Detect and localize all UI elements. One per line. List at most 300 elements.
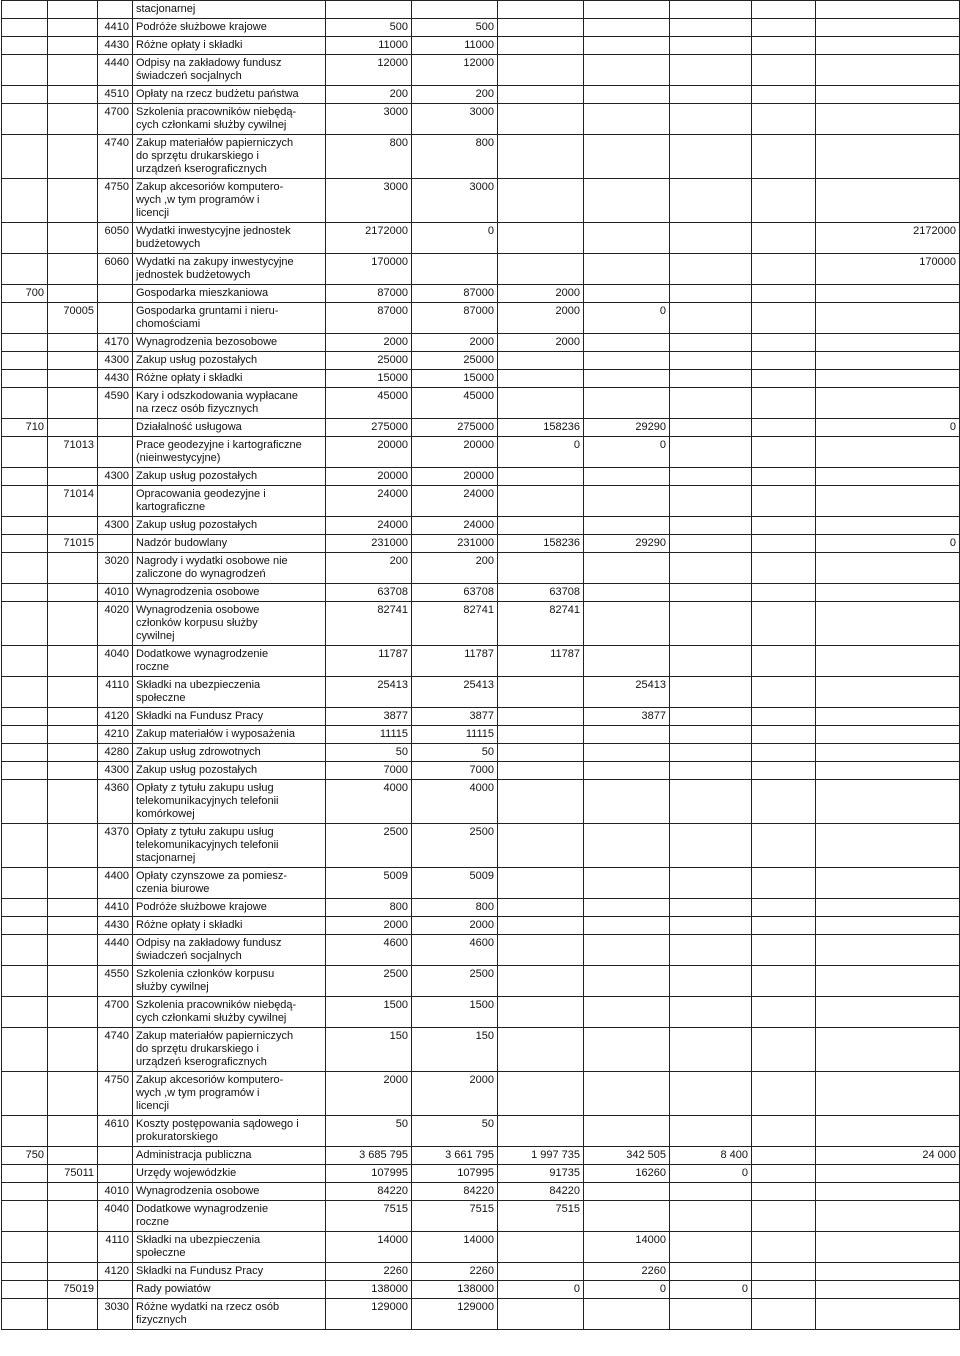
cell-description: Opłaty z tytułu zakupu usług telekomunikacyjnych telefonii komórkowej — [133, 780, 326, 824]
cell-plan: 63708 — [326, 584, 412, 602]
cell-other — [752, 1299, 816, 1330]
cell-plan-after-change: 2000 — [412, 334, 498, 352]
cell-description: Składki na ubezpieczenia społeczne — [133, 677, 326, 708]
cell-salaries — [498, 37, 584, 55]
cell-plan-after-change: 1500 — [412, 997, 498, 1028]
cell-plan-after-change: 800 — [412, 135, 498, 179]
cell-investments — [816, 1263, 960, 1281]
cell-plan-after-change: 25000 — [412, 352, 498, 370]
cell-paragraph — [98, 1147, 133, 1165]
cell-salaries: 158236 — [498, 535, 584, 553]
table-row — [2, 917, 960, 935]
cell-plan: 4000 — [326, 780, 412, 824]
cell-paragraph: 4430 — [98, 37, 133, 55]
cell-salaries: 2000 — [498, 285, 584, 303]
cell-subsidies — [670, 935, 752, 966]
cell-other — [752, 285, 816, 303]
cell-salaries — [498, 468, 584, 486]
cell-description: Opłaty z tytułu zakupu usług telekomunikacyjnych telefonii stacjonarnej — [133, 824, 326, 868]
cell-section — [2, 179, 48, 223]
cell-contributions — [584, 517, 670, 535]
cell-section — [2, 677, 48, 708]
cell-subsidies — [670, 486, 752, 517]
cell-chapter — [48, 334, 98, 352]
cell-chapter — [48, 254, 98, 285]
cell-description: Różne opłaty i składki — [133, 917, 326, 935]
table-row — [2, 744, 960, 762]
cell-paragraph: 4010 — [98, 584, 133, 602]
cell-plan-after-change: 63708 — [412, 584, 498, 602]
cell-plan-after-change: 129000 — [412, 1299, 498, 1330]
cell-plan: 84220 — [326, 1183, 412, 1201]
cell-subsidies — [670, 135, 752, 179]
cell-other — [752, 726, 816, 744]
cell-chapter — [48, 388, 98, 419]
cell-salaries — [498, 824, 584, 868]
cell-other — [752, 352, 816, 370]
cell-contributions — [584, 899, 670, 917]
cell-other — [752, 1281, 816, 1299]
cell-chapter — [48, 997, 98, 1028]
cell-salaries — [498, 677, 584, 708]
cell-section — [2, 223, 48, 254]
cell-investments — [816, 726, 960, 744]
cell-plan-after-change: 11787 — [412, 646, 498, 677]
cell-subsidies — [670, 708, 752, 726]
cell-section — [2, 966, 48, 997]
cell-plan: 500 — [326, 19, 412, 37]
cell-chapter: 71015 — [48, 535, 98, 553]
cell-section — [2, 1028, 48, 1072]
cell-description: Nagrody i wydatki osobowe nie zaliczone do wynagrodzeń — [133, 553, 326, 584]
cell-salaries: 1 997 735 — [498, 1147, 584, 1165]
cell-investments — [816, 997, 960, 1028]
cell-contributions — [584, 1201, 670, 1232]
table-row — [2, 1183, 960, 1201]
cell-chapter — [48, 553, 98, 584]
cell-description: Zakup materiałów papierniczych do sprzętu drukarskiego i urządzeń kserograficznych — [133, 1028, 326, 1072]
cell-salaries — [498, 726, 584, 744]
cell-salaries — [498, 553, 584, 584]
cell-other — [752, 37, 816, 55]
table-row — [2, 254, 960, 285]
cell-subsidies — [670, 419, 752, 437]
cell-chapter — [48, 677, 98, 708]
cell-chapter — [48, 935, 98, 966]
cell-subsidies — [670, 468, 752, 486]
cell-other — [752, 997, 816, 1028]
cell-investments — [816, 744, 960, 762]
cell-other — [752, 303, 816, 334]
cell-other — [752, 780, 816, 824]
table-row — [2, 997, 960, 1028]
cell-investments — [816, 352, 960, 370]
cell-investments — [816, 437, 960, 468]
cell-paragraph: 4120 — [98, 1263, 133, 1281]
cell-other — [752, 1263, 816, 1281]
cell-contributions — [584, 135, 670, 179]
table-row — [2, 1116, 960, 1147]
cell-plan-after-change: 7000 — [412, 762, 498, 780]
cell-section — [2, 104, 48, 135]
cell-other — [752, 1072, 816, 1116]
cell-paragraph: 4700 — [98, 104, 133, 135]
table-row — [2, 388, 960, 419]
cell-plan-after-change: 84220 — [412, 1183, 498, 1201]
cell-plan-after-change: 45000 — [412, 388, 498, 419]
cell-section — [2, 468, 48, 486]
cell-other — [752, 1, 816, 19]
cell-paragraph: 4280 — [98, 744, 133, 762]
cell-investments — [816, 677, 960, 708]
cell-description: Opłaty czynszowe za pomiesz- czenia biurowe — [133, 868, 326, 899]
cell-subsidies — [670, 1232, 752, 1263]
cell-subsidies — [670, 997, 752, 1028]
cell-subsidies — [670, 1, 752, 19]
cell-contributions — [584, 726, 670, 744]
cell-chapter — [48, 352, 98, 370]
cell-section — [2, 553, 48, 584]
cell-paragraph: 4300 — [98, 468, 133, 486]
cell-contributions — [584, 553, 670, 584]
table-row — [2, 1, 960, 19]
cell-description: Wydatki na zakupy inwestycyjne jednostek budżetowych — [133, 254, 326, 285]
cell-salaries — [498, 254, 584, 285]
cell-description: Prace geodezyjne i kartograficzne (nieinwestycyjne) — [133, 437, 326, 468]
cell-salaries — [498, 1232, 584, 1263]
cell-chapter — [48, 1, 98, 19]
cell-plan: 170000 — [326, 254, 412, 285]
cell-contributions: 29290 — [584, 419, 670, 437]
cell-plan: 129000 — [326, 1299, 412, 1330]
table-row — [2, 584, 960, 602]
cell-section — [2, 334, 48, 352]
cell-contributions — [584, 824, 670, 868]
cell-contributions: 0 — [584, 437, 670, 468]
cell-investments — [816, 868, 960, 899]
cell-investments — [816, 824, 960, 868]
cell-section — [2, 762, 48, 780]
cell-description: Składki na ubezpieczenia społeczne — [133, 1232, 326, 1263]
cell-plan: 12000 — [326, 55, 412, 86]
cell-salaries — [498, 135, 584, 179]
cell-plan: 45000 — [326, 388, 412, 419]
cell-subsidies — [670, 1183, 752, 1201]
cell-paragraph: 4300 — [98, 517, 133, 535]
cell-description: Dodatkowe wynagrodzenie roczne — [133, 646, 326, 677]
cell-plan-after-change: 200 — [412, 86, 498, 104]
table-row — [2, 677, 960, 708]
cell-investments — [816, 762, 960, 780]
cell-paragraph: 4370 — [98, 824, 133, 868]
cell-paragraph: 4300 — [98, 762, 133, 780]
cell-section — [2, 780, 48, 824]
cell-chapter — [48, 602, 98, 646]
cell-paragraph: 4110 — [98, 1232, 133, 1263]
cell-contributions — [584, 917, 670, 935]
cell-section — [2, 135, 48, 179]
cell-chapter — [48, 966, 98, 997]
cell-salaries — [498, 1072, 584, 1116]
cell-section — [2, 917, 48, 935]
cell-contributions — [584, 254, 670, 285]
cell-plan: 20000 — [326, 468, 412, 486]
cell-investments: 24 000 — [816, 1147, 960, 1165]
cell-subsidies — [670, 19, 752, 37]
table-row — [2, 55, 960, 86]
cell-other — [752, 388, 816, 419]
cell-contributions: 16260 — [584, 1165, 670, 1183]
cell-contributions — [584, 584, 670, 602]
cell-subsidies — [670, 437, 752, 468]
cell-other — [752, 762, 816, 780]
cell-description: Składki na Fundusz Pracy — [133, 708, 326, 726]
table-row — [2, 762, 960, 780]
cell-section — [2, 868, 48, 899]
cell-salaries — [498, 899, 584, 917]
cell-plan-after-change: 0 — [412, 223, 498, 254]
cell-section — [2, 935, 48, 966]
cell-other — [752, 646, 816, 677]
cell-salaries — [498, 935, 584, 966]
cell-contributions — [584, 179, 670, 223]
cell-paragraph — [98, 303, 133, 334]
cell-paragraph: 4360 — [98, 780, 133, 824]
cell-contributions: 14000 — [584, 1232, 670, 1263]
cell-investments — [816, 517, 960, 535]
cell-plan-after-change: 82741 — [412, 602, 498, 646]
cell-description: Wynagrodzenia osobowe członków korpusu służby cywilnej — [133, 602, 326, 646]
cell-contributions — [584, 370, 670, 388]
cell-salaries — [498, 917, 584, 935]
cell-salaries — [498, 1028, 584, 1072]
cell-salaries — [498, 1116, 584, 1147]
cell-plan: 200 — [326, 553, 412, 584]
cell-section — [2, 388, 48, 419]
cell-investments — [816, 1028, 960, 1072]
cell-contributions — [584, 1299, 670, 1330]
cell-description: Opracowania geodezyjne i kartograficzne — [133, 486, 326, 517]
cell-plan-after-change: 3000 — [412, 104, 498, 135]
cell-other — [752, 708, 816, 726]
cell-subsidies — [670, 824, 752, 868]
table-row — [2, 135, 960, 179]
cell-description: Administracja publiczna — [133, 1147, 326, 1165]
cell-description: Koszty postępowania sądowego i prokuratorskiego — [133, 1116, 326, 1147]
cell-other — [752, 517, 816, 535]
cell-paragraph: 4700 — [98, 997, 133, 1028]
cell-chapter — [48, 646, 98, 677]
cell-subsidies — [670, 966, 752, 997]
cell-salaries — [498, 352, 584, 370]
cell-plan-after-change: 20000 — [412, 437, 498, 468]
cell-investments — [816, 780, 960, 824]
cell-other — [752, 917, 816, 935]
budget-table-body — [2, 1, 960, 1330]
table-row — [2, 535, 960, 553]
cell-salaries — [498, 370, 584, 388]
cell-description: Gospodarka gruntami i nieru- chomościami — [133, 303, 326, 334]
table-row — [2, 966, 960, 997]
cell-other — [752, 1116, 816, 1147]
cell-description: Zakup usług pozostałych — [133, 762, 326, 780]
cell-contributions: 25413 — [584, 677, 670, 708]
cell-salaries: 82741 — [498, 602, 584, 646]
cell-description: Rady powiatów — [133, 1281, 326, 1299]
cell-plan: 3000 — [326, 179, 412, 223]
cell-section — [2, 997, 48, 1028]
cell-description: Odpisy na zakładowy fundusz świadczeń socjalnych — [133, 55, 326, 86]
cell-paragraph: 4740 — [98, 135, 133, 179]
cell-investments — [816, 370, 960, 388]
cell-contributions — [584, 1183, 670, 1201]
cell-contributions — [584, 388, 670, 419]
cell-investments: 170000 — [816, 254, 960, 285]
table-row — [2, 468, 960, 486]
cell-investments — [816, 1281, 960, 1299]
cell-description: Różne wydatki na rzecz osób fizycznych — [133, 1299, 326, 1330]
cell-plan-after-change: 500 — [412, 19, 498, 37]
cell-chapter — [48, 1183, 98, 1201]
cell-paragraph — [98, 535, 133, 553]
cell-plan-after-change: 4600 — [412, 935, 498, 966]
cell-paragraph: 4750 — [98, 179, 133, 223]
cell-other — [752, 966, 816, 997]
cell-chapter — [48, 517, 98, 535]
cell-description: Zakup usług pozostałych — [133, 468, 326, 486]
cell-section — [2, 646, 48, 677]
cell-plan: 138000 — [326, 1281, 412, 1299]
cell-paragraph: 6060 — [98, 254, 133, 285]
cell-paragraph: 4740 — [98, 1028, 133, 1072]
cell-salaries — [498, 1263, 584, 1281]
cell-subsidies — [670, 1072, 752, 1116]
cell-subsidies — [670, 1299, 752, 1330]
cell-description: Wynagrodzenia osobowe — [133, 584, 326, 602]
table-row — [2, 517, 960, 535]
cell-subsidies — [670, 553, 752, 584]
cell-contributions: 0 — [584, 303, 670, 334]
cell-subsidies — [670, 352, 752, 370]
cell-other — [752, 370, 816, 388]
cell-paragraph: 4010 — [98, 1183, 133, 1201]
cell-plan: 24000 — [326, 486, 412, 517]
cell-plan-after-change: 50 — [412, 744, 498, 762]
cell-chapter — [48, 744, 98, 762]
cell-section — [2, 1165, 48, 1183]
cell-investments — [816, 553, 960, 584]
cell-contributions — [584, 468, 670, 486]
cell-section — [2, 1232, 48, 1263]
cell-subsidies — [670, 780, 752, 824]
cell-contributions — [584, 223, 670, 254]
cell-section — [2, 352, 48, 370]
table-row — [2, 334, 960, 352]
cell-paragraph: 4430 — [98, 370, 133, 388]
cell-paragraph: 4110 — [98, 677, 133, 708]
cell-salaries — [498, 55, 584, 86]
cell-salaries: 2000 — [498, 334, 584, 352]
cell-subsidies — [670, 223, 752, 254]
cell-other — [752, 1028, 816, 1072]
cell-plan: 7000 — [326, 762, 412, 780]
cell-plan-after-change: 2000 — [412, 917, 498, 935]
cell-description: Wynagrodzenia bezosobowe — [133, 334, 326, 352]
cell-plan-after-change — [412, 1, 498, 19]
cell-chapter — [48, 917, 98, 935]
cell-description: Różne opłaty i składki — [133, 370, 326, 388]
table-row — [2, 780, 960, 824]
cell-plan: 231000 — [326, 535, 412, 553]
cell-chapter — [48, 762, 98, 780]
cell-contributions — [584, 86, 670, 104]
table-row — [2, 1263, 960, 1281]
cell-investments — [816, 1201, 960, 1232]
cell-subsidies — [670, 868, 752, 899]
table-row — [2, 1072, 960, 1116]
cell-contributions: 0 — [584, 1281, 670, 1299]
cell-salaries — [498, 762, 584, 780]
cell-salaries: 11787 — [498, 646, 584, 677]
cell-subsidies — [670, 104, 752, 135]
cell-subsidies: 8 400 — [670, 1147, 752, 1165]
cell-other — [752, 868, 816, 899]
table-row — [2, 646, 960, 677]
cell-chapter — [48, 86, 98, 104]
cell-plan-after-change: 15000 — [412, 370, 498, 388]
cell-plan-after-change — [412, 254, 498, 285]
cell-contributions — [584, 19, 670, 37]
cell-salaries: 91735 — [498, 1165, 584, 1183]
cell-investments — [816, 179, 960, 223]
cell-chapter — [48, 1263, 98, 1281]
table-row — [2, 824, 960, 868]
cell-chapter — [48, 468, 98, 486]
cell-paragraph: 4400 — [98, 868, 133, 899]
cell-paragraph: 4410 — [98, 19, 133, 37]
cell-plan: 87000 — [326, 303, 412, 334]
table-row — [2, 1299, 960, 1330]
cell-description: Urzędy wojewódzkie — [133, 1165, 326, 1183]
cell-investments — [816, 135, 960, 179]
cell-paragraph: 4550 — [98, 966, 133, 997]
cell-plan: 11115 — [326, 726, 412, 744]
cell-contributions — [584, 868, 670, 899]
cell-plan: 15000 — [326, 370, 412, 388]
cell-plan-after-change: 7515 — [412, 1201, 498, 1232]
cell-section — [2, 1201, 48, 1232]
cell-plan: 2172000 — [326, 223, 412, 254]
cell-plan: 7515 — [326, 1201, 412, 1232]
cell-other — [752, 584, 816, 602]
table-row — [2, 899, 960, 917]
cell-plan: 2000 — [326, 917, 412, 935]
cell-salaries — [498, 86, 584, 104]
cell-chapter — [48, 55, 98, 86]
cell-subsidies — [670, 1116, 752, 1147]
table-row — [2, 868, 960, 899]
cell-other — [752, 1165, 816, 1183]
cell-chapter: 75019 — [48, 1281, 98, 1299]
cell-chapter — [48, 179, 98, 223]
table-row — [2, 303, 960, 334]
cell-section — [2, 303, 48, 334]
cell-description: Różne opłaty i składki — [133, 37, 326, 55]
table-row — [2, 86, 960, 104]
cell-subsidies — [670, 179, 752, 223]
cell-section — [2, 37, 48, 55]
cell-investments — [816, 1183, 960, 1201]
